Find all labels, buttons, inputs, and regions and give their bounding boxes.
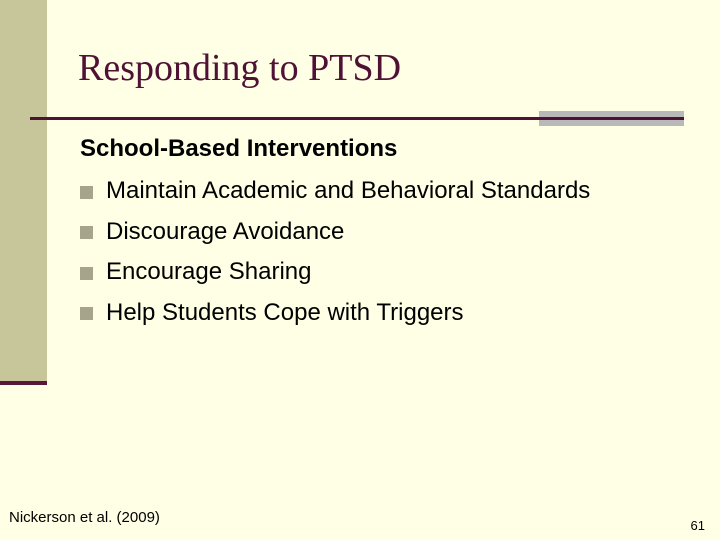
bullet-list: [80, 171, 700, 333]
bullet-item: [80, 252, 700, 293]
square-bullet-icon: [80, 267, 93, 280]
bullet-text: Help Students Cope with Triggers: [106, 298, 464, 326]
left-band-underline: [0, 381, 47, 385]
square-bullet-icon: [80, 226, 93, 239]
slide-body: [80, 130, 700, 333]
bullet-text: Discourage Avoidance: [106, 217, 345, 245]
left-decorative-band: [0, 0, 47, 381]
citation-footer: Nickerson et al. (2009): [9, 509, 160, 526]
slide-title: Responding to PTSD: [78, 47, 402, 89]
title-rule-accent-line: [539, 117, 684, 120]
square-bullet-icon: [80, 307, 93, 320]
square-bullet-icon: [80, 186, 93, 199]
bullet-item: [80, 293, 700, 334]
section-heading: School-Based Interventions: [80, 135, 398, 162]
bullet-text: Maintain Academic and Behavioral Standards: [106, 177, 591, 204]
bullet-text: Encourage Sharing: [106, 258, 312, 285]
page-number: 61: [690, 518, 705, 533]
bullet-item: [80, 212, 700, 253]
bullet-item: [80, 171, 700, 212]
